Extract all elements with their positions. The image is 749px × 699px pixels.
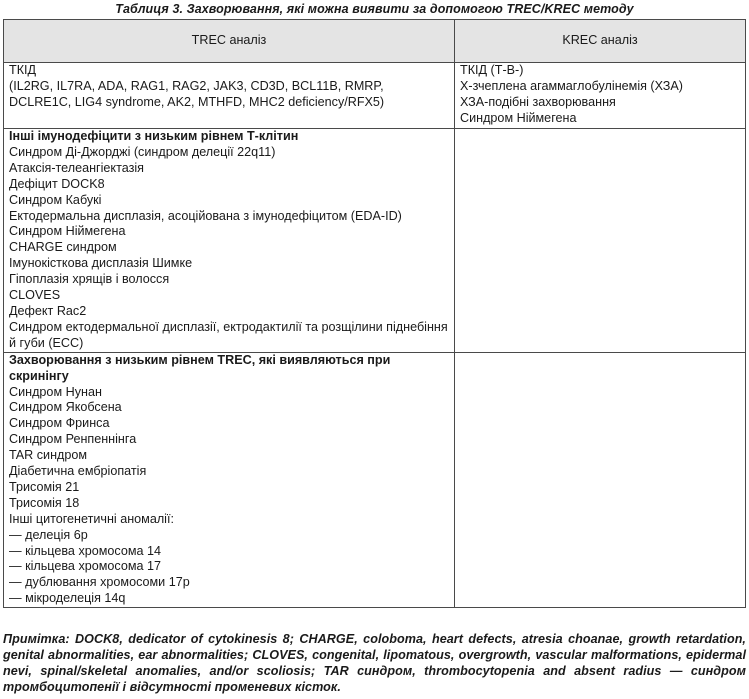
trec-scid-cell [4,63,455,129]
disease-table [3,19,746,608]
list-item: Синдром Ніймегена [460,110,577,125]
table-footnote: Примітка: DOCK8, dedicator of cytokinesis 8; CHARGE, coloboma, heart defects, atresia choanae, growth retardation, genital abnormalities, ear abnormalities; CLOVES, congenital, lipomatous, overgrowth, vascular malformations, epidermal nevi, spinal/skeletal anomalies, and/or scoliosis; TAR синдром, thrombocytopenia and absent radius — синдром тромбоцитопенії і відсутності променевих кісток. [3,632,746,694]
list-item: ХЗА-подібні захворювання [460,94,616,109]
list-item: Синдром Якобсена [9,400,122,415]
table-row [4,129,746,353]
list-item: ТКІД [9,63,37,77]
list-item: — делеція 6р [9,527,88,542]
header-trec: TREC аналіз [4,20,455,63]
list-item: Дефіцит DOCK8 [9,176,105,191]
table-row [4,63,746,129]
list-item: Трисомія 18 [9,495,80,510]
header-krec: KREC аналіз [455,20,746,63]
list-item: Атаксія-телеангіектазія [9,160,144,175]
header-row [4,20,746,63]
list-item: CLOVES [9,288,61,303]
list-item: Синдром Ді-Джорджі (синдром делеції 22q11) [9,144,276,159]
low-trec-cell [4,352,455,608]
list-item: (IL2RG, IL7RA, ADA, RAG1, RAG2, JAK3, CD3D, BCL11B, RMRP, [9,78,384,93]
list-item: Синдром Ніймегена [9,224,126,239]
table-row [4,352,746,608]
empty-cell [455,129,746,353]
list-item: Синдром ектодермальної дисплазії, ектродактилії та розщілини піднебіння й губи (ECC) [9,319,448,350]
list-item: Трисомія 21 [9,479,80,494]
other-immunodeficiencies-cell [4,129,455,353]
krec-cell [455,63,746,129]
list-item: Інші цитогенетичні аномалії: [9,511,174,526]
list-item: — кільцева хромосома 17 [9,559,162,574]
list-item: — кільцева хромосома 14 [9,543,162,558]
section-heading: Захворювання з низьким рівнем TREC, які виявляються при скринінгу [9,352,391,383]
list-item: Гіпоплазія хрящів і волосся [9,272,170,287]
table-caption: Таблиця 3. Захворювання, які можна виявити за допомогою TREC/KREC методу [115,1,634,16]
list-item: Синдром Фринса [9,416,110,431]
list-item: — мікроделеція 14q [9,591,126,606]
list-item: TAR синдром [9,448,88,463]
list-item: Діабетична ембріопатія [9,464,147,479]
list-item: CHARGE синдром [9,240,117,255]
empty-cell [455,352,746,608]
list-item: ТКІД (Т-В-) [460,63,524,77]
list-item: Синдром Кабукі [9,192,102,207]
list-item: Синдром Ренпеннінга [9,432,137,447]
list-item: — дублювання хромосоми 17р [9,575,190,590]
list-item: Ектодермальна дисплазія, асоційована з імунодефіцитом (EDA-ID) [9,208,402,223]
section-heading: Інші імунодефіцити з низьким рівнем Т-клітин [9,129,299,143]
list-item: Х-зчеплена агаммаглобулінемія (ХЗА) [460,78,683,93]
list-item: Імунокісткова дисплазія Шимке [9,256,193,271]
list-item: DCLRE1C, LIG4 syndrome, AK2, MTHFD, MHC2 deficiency/RFX5) [9,94,385,109]
list-item: Синдром Нунан [9,384,102,399]
list-item: Дефект Rac2 [9,303,87,318]
